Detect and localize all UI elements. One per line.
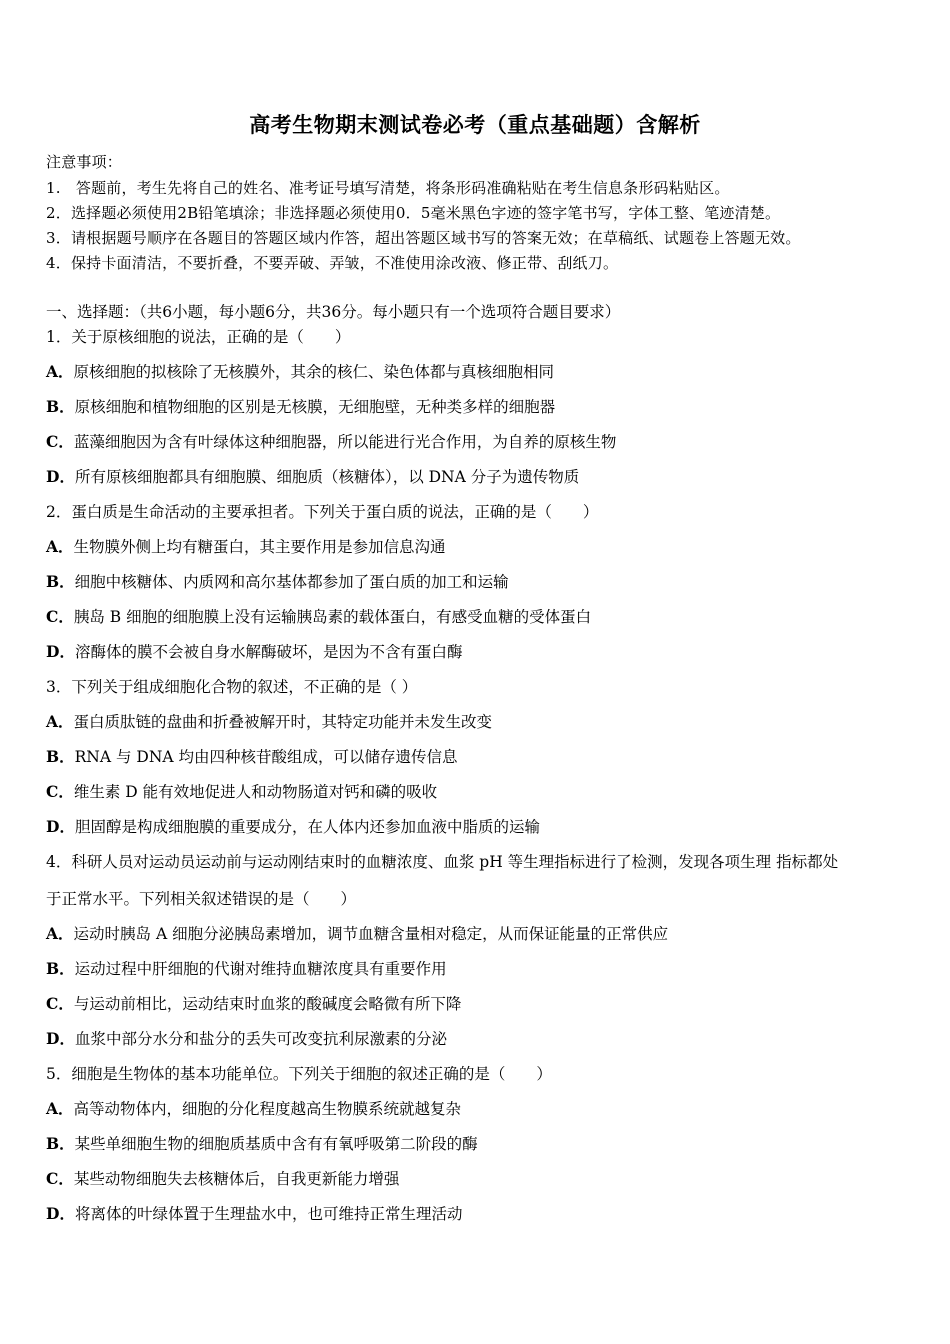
option-b [46,747,458,767]
option-d [46,467,579,487]
option-letter: B． [46,397,75,416]
option-c [46,994,461,1014]
option-text: 某些动物细胞失去核糖体后，自我更新能力增强 [73,1170,400,1188]
option-letter: D． [46,467,75,486]
option-letter: B． [46,572,75,591]
option-text: 与运动前相比，运动结束时血浆的酸碱度会略微有所下降 [73,995,462,1013]
option-text: 维生素 D 能有效地促进人和动物肠道对钙和磷的吸收 [73,783,438,801]
option-text: 蓝藻细胞因为含有叶绿体这种细胞器，所以能进行光合作用，为自养的原核生物 [73,433,617,451]
option-text: 胆固醇是构成细胞膜的重要成分，在人体内还参加血液中脂质的运输 [74,818,540,836]
option-a [46,537,446,557]
option-c [46,432,616,452]
option-c [46,607,591,627]
option-text: RNA 与 DNA 均由四种核苷酸组成，可以储存遗传信息 [74,748,458,766]
option-a [46,362,554,382]
question-stem: 5．细胞是生物体的基本功能单位。下列关于细胞的叙述正确的是（ ） [46,1065,552,1083]
option-letter: D． [46,642,75,661]
option-text: 某些单细胞生物的细胞质基质中含有有氧呼吸第二阶段的酶 [74,1135,478,1153]
question-stem-continued: 于正常水平。下列相关叙述错误的是（ ） [46,890,357,908]
option-text: 原核细胞的拟核除了无核膜外，其余的核仁、染色体都与真核细胞相同 [73,363,555,381]
option-letter: C． [46,994,74,1013]
option-text: 生物膜外侧上均有糖蛋白，其主要作用是参加信息沟通 [73,538,446,556]
option-letter: A． [46,1099,74,1118]
option-letter: A． [46,712,74,731]
notes-heading: 注意事项： [46,153,123,171]
option-letter: C． [46,782,74,801]
section-heading: 一、选择题：（共6小题，每小题6分，共36分。每小题只有一个选项符合题目要求） [46,303,621,321]
option-c [46,782,437,802]
option-letter: D． [46,817,75,836]
option-d [46,1204,462,1224]
page-title: 高考生物期末测试卷必考（重点基础题）含解析 [249,113,701,137]
option-a [46,712,492,732]
option-letter: B． [46,959,75,978]
option-text: 运动时胰岛 A 细胞分泌胰岛素增加，调节血糖含量相对稳定，从而保证能量的正常供应 [73,925,669,943]
option-text: 蛋白质肽链的盘曲和折叠被解开时，其特定功能并未发生改变 [73,713,493,731]
option-letter: A． [46,924,74,943]
option-a [46,1099,461,1119]
option-text: 原核细胞和植物细胞的区别是无核膜，无细胞壁，无种类多样的细胞器 [74,398,556,416]
note-item: 3．请根据题号顺序在各题目的答题区域内作答，超出答题区域书写的答案无效；在草稿纸、试题卷上答题无效。 [46,229,801,247]
option-d [46,642,462,662]
option-c [46,1169,399,1189]
option-letter: B． [46,747,75,766]
option-letter: C． [46,1169,74,1188]
option-letter: C． [46,432,74,451]
option-letter: B． [46,1134,75,1153]
option-letter: D． [46,1029,75,1048]
option-a [46,924,668,944]
question-stem: 2．蛋白质是生命活动的主要承担者。下列关于蛋白质的说法，正确的是（ ） [46,503,599,521]
option-text: 细胞中核糖体、内质网和高尔基体都参加了蛋白质的加工和运输 [74,573,509,591]
option-text: 溶酶体的膜不会被自身水解酶破坏，是因为不含有蛋白酶 [74,643,463,661]
question-stem: 1．关于原核细胞的说法，正确的是（ ） [46,328,351,346]
option-letter: D． [46,1204,75,1223]
option-text: 胰岛 B 细胞的细胞膜上没有运输胰岛素的载体蛋白，有感受血糖的受体蛋白 [73,608,592,626]
option-b [46,397,555,417]
note-item: 4．保持卡面清洁，不要折叠，不要弄破、弄皱，不准使用涂改液、修正带、刮纸刀。 [46,254,619,272]
note-item: 2．选择题必须使用2B铅笔填涂；非选择题必须使用0．5毫米黑色字迹的签字笔书写，字体工整、笔迹清楚。 [46,204,781,222]
option-letter: C． [46,607,74,626]
option-b [46,959,447,979]
option-d [46,817,540,837]
question-stem: 3．下列关于组成细胞化合物的叙述，不正确的是（ ） [46,678,418,696]
option-text: 所有原核细胞都具有细胞膜、细胞质（核糖体），以 DNA 分子为遗传物质 [74,468,580,486]
option-letter: A． [46,362,74,381]
option-b [46,1134,478,1154]
option-text: 血浆中部分水分和盐分的丢失可改变抗利尿激素的分泌 [74,1030,447,1048]
option-text: 运动过程中肝细胞的代谢对维持血糖浓度具有重要作用 [74,960,447,978]
question-stem: 4．科研人员对运动员运动前与运动刚结束时的血糖浓度、血浆 pH 等生理指标进行了检测，发现各项生理 指标都处 [46,853,839,871]
option-letter: A． [46,537,74,556]
option-d [46,1029,447,1049]
note-item: 1. 答题前，考生先将自己的姓名、准考证号填写清楚，将条形码准确粘贴在考生信息条形码粘贴区。 [46,179,730,197]
option-b [46,572,509,592]
option-text: 高等动物体内，细胞的分化程度越高生物膜系统就越复杂 [73,1100,462,1118]
option-text: 将离体的叶绿体置于生理盐水中，也可维持正常生理活动 [74,1205,463,1223]
